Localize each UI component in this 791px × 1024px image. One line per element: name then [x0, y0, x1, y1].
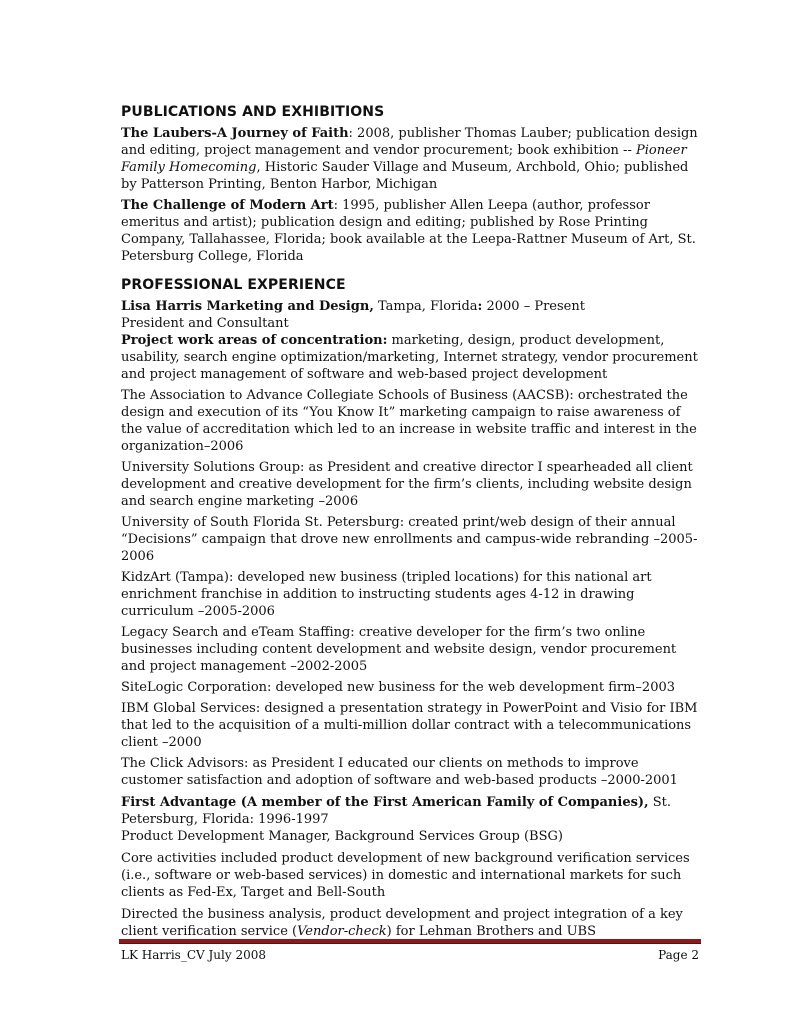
publication-title: The Laubers-A Journey of Faith [121, 126, 349, 141]
section-heading-experience: PROFESSIONAL EXPERIENCE [121, 277, 346, 293]
job-location: Tampa, Florida [373, 299, 478, 314]
experience-item: SiteLogic Corporation: developed new business for the web development firm–2003 [121, 680, 676, 695]
experience-item: University of South Florida St. Petersburg: created print/web design of their annual “Decisions” campaign that drove new enrollments and campus-wide rebranding –2005-2006 [121, 515, 698, 564]
footer-page-number: Page 2 [658, 948, 699, 962]
publication-text: : 2008, publisher Thomas Lauber; publication design and editing, project management and vendor procurement; book exhibition -- [121, 126, 698, 158]
publication-entry [121, 197, 701, 265]
job-role: President and Consultant [121, 316, 289, 331]
job-description-italic: Vendor-check [297, 924, 387, 939]
publication-title: The Challenge of Modern Art [121, 198, 334, 213]
experience-item: Legacy Search and eTeam Staffing: creative developer for the firm’s two online businesses including content development and website design, vendor procurement and project management –2002-2005 [121, 625, 677, 674]
experience-item: The Click Advisors: as President I educated our clients on methods to improve customer satisfaction and adoption of software and web-based products –2000-2001 [121, 756, 678, 788]
job-header [121, 794, 701, 828]
footer-rule [119, 939, 701, 944]
publication-text: : 1995, publisher Allen Leepa (author, professor emeritus and artist); publication design and editing; published by Rose Printing Company, Tallahassee, Florida; book available at the Leepa-Rattner Museum of Art, St. Petersburg College, Florida [121, 198, 696, 264]
job-dates: 2000 – Present [482, 299, 585, 314]
experience-item: University Solutions Group: as President and creative director I spearheaded all client development and creative development for the firm’s clients, including website design and search engine marketing –2006 [121, 460, 693, 509]
section-heading-publications: PUBLICATIONS AND EXHIBITIONS [121, 104, 385, 120]
publication-entry [121, 125, 701, 193]
company-name: Lisa Harris Marketing and Design, [121, 299, 374, 314]
job-description: Core activities included product development of new background verification services (i.e., software or web-based services) in domestic and international markets for such clients as Fed-Ex, Target and Bell-South [121, 851, 690, 900]
job-header [121, 298, 701, 315]
company-name: First Advantage (A member of the First American Family of Companies), [121, 795, 649, 810]
document-page [121, 104, 701, 944]
job-focus [121, 332, 701, 383]
job-colon: : [477, 299, 483, 314]
job-description-text: ) for Lehman Brothers and UBS [386, 924, 597, 939]
job-focus-label: Project work areas of concentration: [121, 333, 388, 348]
experience-item: KidzArt (Tampa): developed new business (tripled locations) for this national art enrichment franchise in addition to instructing students ages 4-12 in drawing curriculum –2005-2006 [121, 570, 652, 619]
job-location: St. Petersburg, Florida: 1996-1997 [121, 795, 671, 827]
job-description [121, 906, 701, 940]
experience-item: IBM Global Services: designed a presentation strategy in PowerPoint and Visio for IBM that led to the acquisition of a multi-million dollar contract with a telecommunications client –2000 [121, 701, 698, 750]
footer-document-label: LK Harris_CV July 2008 [121, 948, 267, 962]
experience-item: The Association to Advance Collegiate Schools of Business (AACSB): orchestrated the design and execution of its “You Know It” marketing campaign to raise awareness of the value of accreditation which led to an increase in website traffic and interest in the organization–2006 [121, 388, 697, 454]
job-focus-text: marketing, design, product development, usability, search engine optimization/marketing, Internet strategy, vendor procurement and project management of software and web-based project development [121, 333, 698, 382]
job-role: Product Development Manager, Background Services Group (BSG) [121, 829, 563, 844]
publication-italic: Pioneer Family Homecoming [121, 143, 687, 175]
publication-text: , Historic Sauder Village and Museum, Archbold, Ohio; published by Patterson Printing, Benton Harbor, Michigan [121, 160, 689, 192]
job-description-text: Directed the business analysis, product development and project integration of a key client verification service ( [121, 907, 683, 939]
